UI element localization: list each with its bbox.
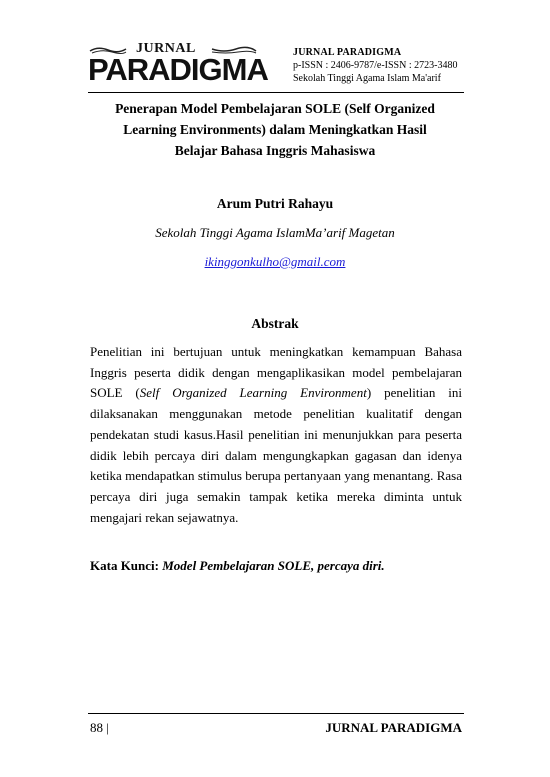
journal-info	[293, 46, 457, 85]
journal-issn: p-ISSN : 2406-9787/e-ISSN : 2723-3480	[293, 60, 458, 71]
title-line: Learning Environments) dalam Meningkatkan Hasil	[123, 122, 427, 137]
footer-journal-name: JURNAL PARADIGMA	[325, 720, 462, 735]
keywords-value: Model Pembelajaran SOLE, percaya diri.	[162, 558, 385, 573]
header-divider	[88, 92, 464, 93]
abstract-italic-term: Self Organized Learning Environment	[139, 385, 367, 401]
keywords-label: Kata Kunci:	[90, 558, 163, 573]
author-name: Arum Putri Rahayu	[216, 196, 334, 211]
page-number: 88 |	[90, 720, 109, 735]
logo-small-text: JURNAL	[136, 41, 196, 56]
title-line: Belajar Bahasa Inggris Mahasiswa	[174, 143, 376, 158]
journal-institution: Sekolah Tinggi Agama Islam Ma'arif	[293, 73, 441, 84]
title-line: Penerapan Model Pembelajaran SOLE (Self Organized	[115, 101, 435, 116]
author-email-link[interactable]: ikinggonkulho@gmail.com	[204, 254, 346, 269]
footer-divider	[88, 713, 464, 714]
abstract-text: ) penelitian ini dilaksanakan menggunakan metode penelitian kualitatif dengan pendekatan studi kasus.Hasil penelitian ini menunjukkan para peserta didik lebih percaya diri dalam mengungkapkan gagasan dan idenya ketika mendapatkan stimulus berupa pertanyaan yang menantang. Rasa percaya diri juga semakin tampak ketika mereka diminta untuk mengajari rekan sejawatnya.	[90, 385, 462, 525]
keywords	[90, 558, 462, 574]
article-title	[90, 98, 460, 161]
abstract-body	[90, 342, 462, 528]
author-affiliation: Sekolah Tinggi Agama IslamMa’arif Magetan	[155, 225, 395, 240]
journal-logo	[88, 41, 268, 89]
journal-name: JURNAL PARADIGMA	[293, 47, 402, 58]
logo-wordmark: PARADIGMA	[88, 52, 268, 87]
abstract-heading: Abstrak	[251, 316, 299, 331]
abstract-text: Penelitian ini bertujuan untuk meningkatkan kemampuan Bahasa Inggris peserta didik dengan mengaplikasikan model pembelajaran SOLE (	[90, 344, 462, 401]
